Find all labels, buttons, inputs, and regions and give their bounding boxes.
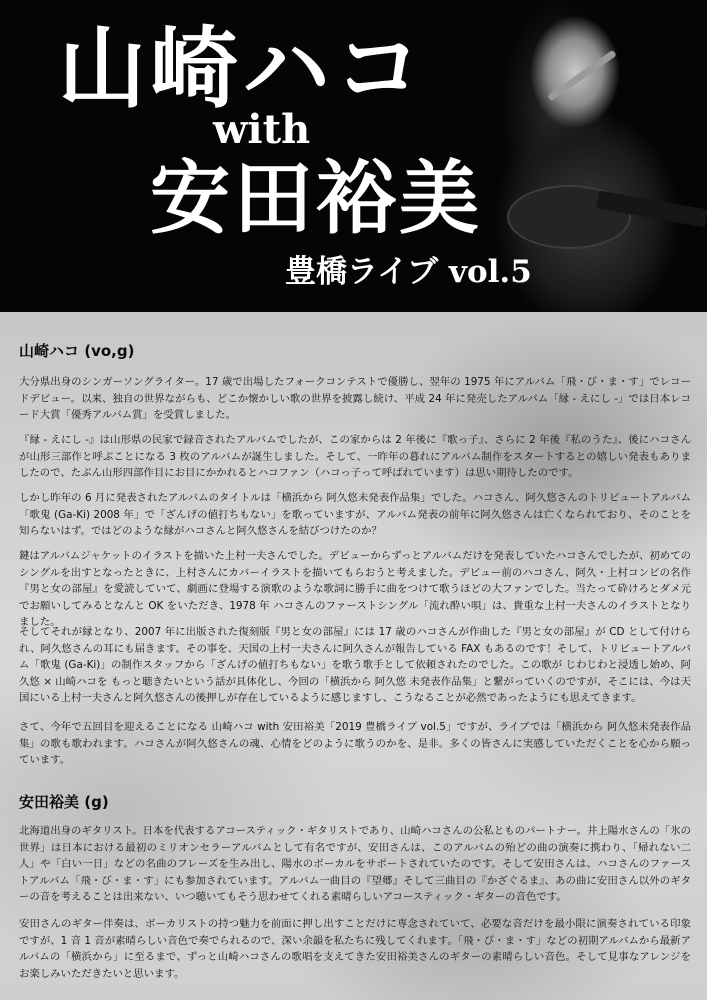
artist1-title: 山崎ハコ	[58, 16, 427, 120]
paragraph: 『縁 - えにし -』は山形県の民家で録音されたアルバムでしたが、この家からは 2 年後に『歌っ子』、さらに 2 年後『私のうた』、後にハコさんが山形三部作と呼ぶことになる 3 枚のアルバムが誕生しました。そして、一昨年の暮れにアルバム制作をスタートするとの嬉しい発表もありましたので、たぶん山形四部作目にお目にかかれるとハコファン（ハコっ子って呼ばれています）は思い期待したのです。	[19, 434, 691, 480]
paragraph: そしてそれが縁となり、2007 年に出版された復刻版『男と女の部屋』には 17 歳のハコさんが作曲した『男と女の部屋』が CD として付けられ、阿久悠さんの耳にも届きます。その事を、天国の上村一夫さんに阿久さんが報告している FAX もあるのです！そして、トリビュートアルバム「歌鬼 (Ga-Ki)」の制作スタッフから「ざんげの値打ちもない」を歌う歌手として依頼されたのでした。この歌が じわじわと浸透し始め、阿久悠 × 山崎ハコを もっと聴きたいという話が具体化し、今回の「横浜から 阿久悠 未発表作品集」と繋がっていくのですが、そこには、今は天国にいる上村一夫さんと阿久悠さんの後押しが存在しているように感じますし、こうなることが必然であったようにも思えてきます。	[19, 626, 691, 705]
paragraph: 北海道出身のギタリスト。日本を代表するアコースティック・ギタリストであり、山崎ハコさんの公私とものパートナー。井上陽水さんの「氷の世界」は日本における最初のミリオンセラーアルバムとして有名ですが、安田さんは、このアルバムの殆どの曲の演奏に携わり、「帰れない二人」や「白い一日」などの名曲のフレーズを生み出し、陽水のボーカルをサポートされていたのです。そして安田さんは、ハコさんのファーストアルバム「飛・び・ま・す」にも参加されています。アルバム一曲目の『望郷』そして三曲目の『かざぐるま』、あの曲に安田さん以外のギターの音を考えることは出来ない、いつ聴いてもそう思わせてくれる素晴らしいアコースティック・ギターの音色です。	[19, 825, 691, 904]
header-banner	[0, 0, 707, 312]
paragraph: しかし昨年の 6 月に発表されたアルバムのタイトルは「横浜から 阿久悠未発表作品集」でした。ハコさん、阿久悠さんのトリビュートアルバム「歌鬼 (Ga-Ki) 2008 年」で「ざんげの値打ちもない」を歌っていますが、アルバム発表の前年に阿久悠さんは亡くなられており、そのことを知らないはず。ではどのような縁がハコさんと阿久悠さんを結びつけたのか？	[19, 492, 691, 538]
paragraph: 安田さんのギター伴奏は、ボーカリストの持つ魅力を前面に押し出すことだけに専念されていて、必要な音だけを最小限に演奏されている印象ですが、1 音 1 音が素晴らしい音色で奏でられるので、深い余韻を私たちに残してくれます。「飛・び・ま・す」などの初期アルバムから最新アルバムの「横浜から」に至るまで、ずっと山崎ハコさんの歌唱を支えてきた安田裕美さんのギターの素晴らしい音色。そして見事なアレンジをお楽しみいただきたいと思います。	[19, 918, 691, 980]
paragraph: 鍵はアルバムジャケットのイラストを描いた上村一夫さんでした。デビューからずっとアルバムだけを発表していたハコさんでしたが、初めてのシングルを出すとなったときに、上村さんにカバーイラストを描いてもらおうと考えました。デビュー前のハコさん、阿久・上村コンビの名作『男と女の部屋』を愛読していて、劇画に登場する演歌のような歌詞に勝手に曲をつけて歌うほどの大ファンでした。当たって砕けろとダメ元でお願いしてみるとなんと OK をいただき、1978 年 ハコさんのファーストシングル「流れ酔い唄」は、貴重な上村一夫さんのイラストとなりました。	[19, 550, 691, 629]
paragraph: さて、今年で五回目を迎えることになる 山崎ハコ with 安田裕美「2019 豊橋ライブ vol.5」ですが、ライブでは「横浜から 阿久悠未発表作品集」の歌も歌われます。ハコさんが阿久悠さんの魂、心情をどのように歌うのかを、是非。多くの皆さんに実感していただくことを心から願っています。	[19, 721, 691, 767]
profile-content	[0, 312, 707, 1000]
microphone-image	[547, 50, 617, 102]
paragraph: 大分県出身のシンガーソングライター。17 歳で出場したフォークコンテストで優勝し、翌年の 1975 年にアルバム「飛・び・ま・す」でレコードデビュー。以来、独自の世界ながらも、どこか懐かしい歌の世界を披露し続け、平成 24 年に発売したアルバム「縁 - えにし -」では日本レコード大賞「優秀アルバム賞」を受賞しました。	[19, 376, 691, 422]
section-heading-yasuda: 安田裕美 (g)	[19, 793, 109, 811]
artist2-title: 安田裕美	[150, 151, 482, 245]
event-title: 豊橋ライブ vol.5	[285, 254, 532, 290]
section-heading-hako: 山崎ハコ (vo,g)	[19, 342, 135, 360]
with-label: with	[213, 106, 311, 153]
